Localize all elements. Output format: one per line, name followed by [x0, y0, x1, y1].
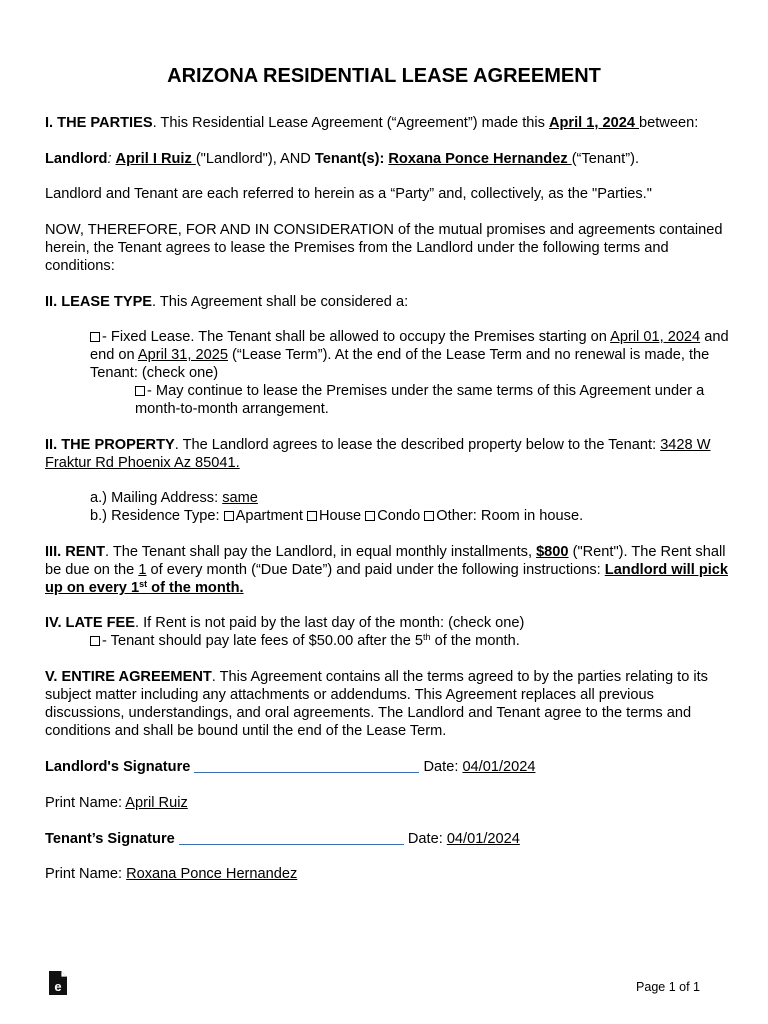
month-to-month-option [135, 382, 730, 418]
fixed-lease-text: - Fixed Lease. The Tenant shall be allowed to occupy the Premises starting on [102, 329, 611, 345]
tenant-print-label: Print Name: [45, 866, 127, 882]
lease-type-heading: II. LEASE TYPE [45, 294, 153, 310]
rent-amount: $800 [536, 544, 569, 560]
rent-heading: III. RENT [45, 544, 105, 560]
mailing-address-value: same [222, 490, 258, 506]
agreement-date: April 1, 2024 [548, 115, 640, 131]
rent-paragraph [45, 543, 730, 597]
fixed-lease-option [90, 328, 730, 382]
svg-text:e: e [54, 979, 62, 994]
month-to-month-checkbox[interactable] [135, 386, 145, 396]
other-checkbox[interactable] [424, 511, 434, 521]
mailing-address-line [90, 489, 730, 507]
fixed-lease-text-3: (“Lease Term”). At the end of the Lease Term and no renewal is made, the Tenant: (check one) [90, 347, 710, 381]
property-paragraph [45, 436, 730, 472]
document-e-logo-icon [48, 970, 68, 996]
late-fee-paragraph [45, 614, 730, 632]
consideration-paragraph: NOW, THEREFORE, FOR AND IN CONSIDERATION of the mutual promises and agreements contained herein, the Tenant agrees to lease the Premises from the Landlord under the following terms and conditions: [45, 222, 723, 274]
landlord-date-label: Date: [419, 759, 463, 775]
residence-type-label: b.) Residence Type: [90, 508, 224, 524]
landlord-tenant-line [45, 150, 730, 168]
rent-text-2: ("Rent"). The Rent shall be due on the [45, 544, 726, 578]
party-definition: Landlord and Tenant are each referred to herein as a “Party” and, collectively, as the "Parties." [45, 186, 652, 202]
tenant-signature-label: Tenant’s Signature [45, 831, 175, 847]
landlord-date: 04/01/2024 [462, 759, 536, 775]
tenant-print-line [45, 865, 730, 883]
lease-type-paragraph [45, 293, 730, 311]
lease-type-text: . This Agreement shall be considered a: [152, 294, 409, 310]
other-label: Other: Room in house. [436, 508, 584, 524]
apartment-label: Apartment [235, 508, 307, 524]
document-title: ARIZONA RESIDENTIAL LEASE AGREEMENT [167, 65, 601, 87]
lease-end-date: April 31, 2025 [137, 347, 228, 363]
tenant-signature-line [45, 830, 730, 848]
late-fee-option-sup: th [423, 632, 431, 642]
rent-due-day: 1 [138, 562, 147, 578]
landlord-print-name: April Ruiz [125, 795, 188, 811]
fixed-lease-checkbox[interactable] [90, 332, 100, 342]
fixed-lease-text-2: and end on [90, 329, 729, 363]
late-fee-heading: IV. LATE FEE [45, 615, 136, 631]
property-address: 3428 W Fraktur Rd Phoenix Az 85041. [45, 437, 711, 471]
landlord-colon: : [107, 151, 116, 167]
parties-text: . This Residential Lease Agreement (“Agreement”) made this [152, 115, 549, 131]
condo-checkbox[interactable] [365, 511, 375, 521]
parties-heading: I. THE PARTIES [45, 115, 153, 131]
tenant-signature-field[interactable] [179, 830, 404, 845]
rent-instructions-text: Landlord will pick up on every 1 [45, 562, 729, 596]
entire-agreement-heading: V. ENTIRE AGREEMENT [45, 669, 212, 685]
late-fee-text: . If Rent is not paid by the last day of the month: (check one) [135, 615, 525, 631]
rent-text: . The Tenant shall pay the Landlord, in equal monthly installments, [105, 544, 537, 560]
house-checkbox[interactable] [307, 511, 317, 521]
property-heading: II. THE PROPERTY [45, 437, 175, 453]
property-text: . The Landlord agrees to lease the described property below to the Tenant: [174, 437, 661, 453]
landlord-signature-line [45, 758, 730, 776]
entire-agreement-paragraph [45, 668, 730, 740]
page-number: Page 1 of 1 [636, 980, 700, 994]
condo-label: Condo [377, 508, 425, 524]
apartment-checkbox[interactable] [224, 511, 234, 521]
tenant-label: Tenant(s) [314, 151, 380, 167]
landlord-name: April I Ruiz [115, 151, 196, 167]
late-fee-option-text: - Tenant should pay late fees of $50.00 after the 5 [102, 633, 424, 649]
rent-instructions-sup: st [139, 579, 148, 589]
mailing-address-label: a.) Mailing Address: [90, 490, 223, 506]
late-fee-checkbox[interactable] [90, 636, 100, 646]
tenant-date: 04/01/2024 [446, 831, 520, 847]
lease-start-date: April 01, 2024 [610, 329, 701, 345]
landlord-signature-label: Landlord's Signature [45, 759, 191, 775]
tenant-name: Roxana Ponce Hernandez [388, 151, 572, 167]
landlord-print-line [45, 794, 730, 812]
month-to-month-text: - May continue to lease the Premises under the same terms of this Agreement under a month-to-month arrangement. [135, 383, 705, 417]
entire-agreement-text: . This Agreement contains all the terms agreed to by the parties relating to its subject matter including any attachments or addendums. This Agreement replaces all previous discussions, understandings, and oral agreements. The Landlord and Tenant agree to the terms and conditions and shall be bound until the end of the Lease Term. [45, 669, 708, 739]
landlord-print-label: Print Name: [45, 795, 126, 811]
parties-paragraph [45, 114, 730, 132]
late-fee-option-text-2: of the month. [430, 633, 520, 649]
rent-instructions-text-2: of the month. [147, 580, 244, 596]
house-label: House [318, 508, 366, 524]
parties-text-2: between: [639, 115, 699, 131]
tenant-print-name: Roxana Ponce Hernandez [126, 866, 298, 882]
rent-text-3: of every month (“Due Date”) and paid under the following instructions: [146, 562, 605, 578]
landlord-label: Landlord [45, 151, 108, 167]
landlord-signature-field[interactable] [194, 758, 419, 773]
tenant-text: (“Tenant”). [571, 151, 639, 167]
tenant-date-label: Date: [403, 831, 447, 847]
residence-type-line [90, 507, 730, 525]
late-fee-option [90, 632, 730, 650]
tenant-colon: : [379, 151, 389, 167]
landlord-text: ("Landlord"), AND [195, 151, 315, 167]
